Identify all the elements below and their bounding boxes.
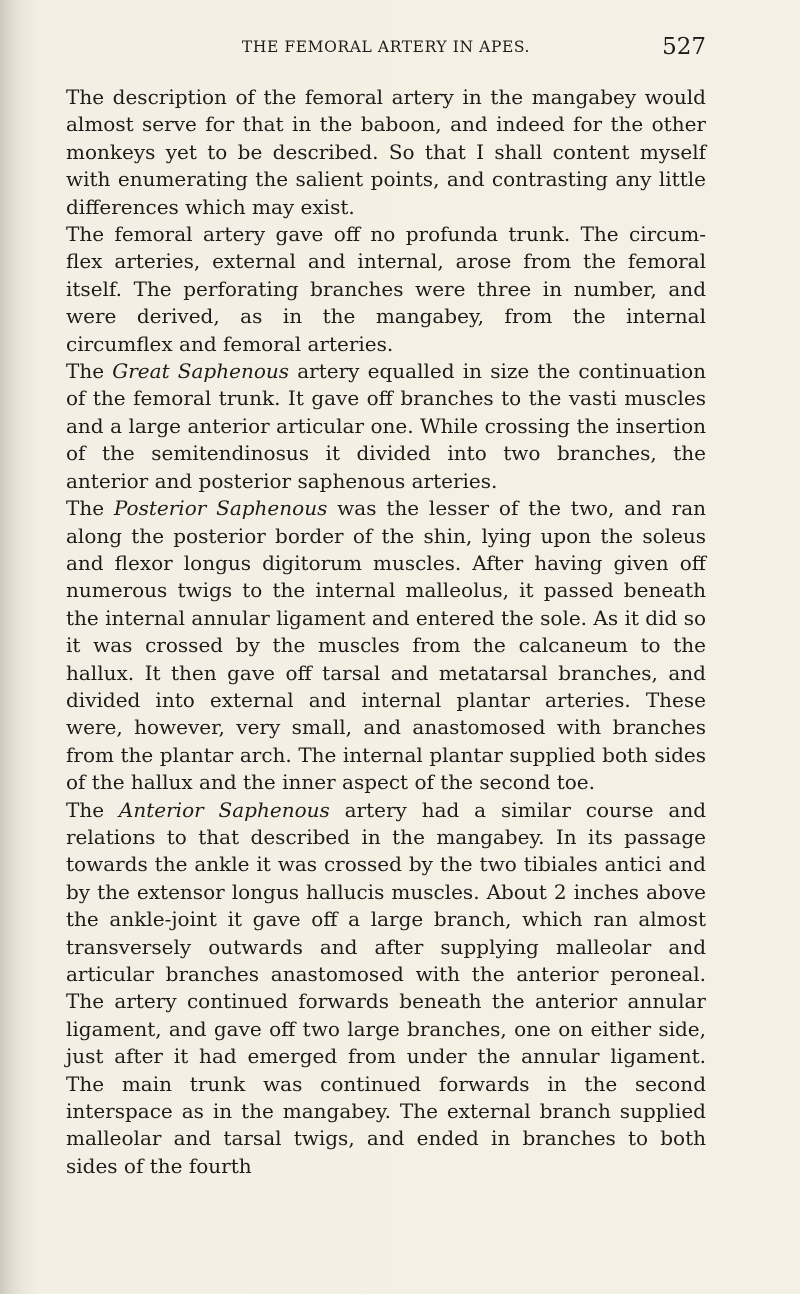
body-text (66, 84, 706, 1180)
paragraph-text: was the lesser of the two, and ran along the posterior border of the shin, lying upon the soleus and flexor longus digitorum muscles. After having given off numerous twigs to the internal malleolus, it passed beneath the internal annular ligament and entered the sole. As it did so it was crossed by the muscles from the calcaneum to the hallux. It then gave off tarsal and metatarsal branches, and divided into external and internal plantar arteries. These were, however, very small, and anastomosed with branches from the plantar arch. The internal plantar supplied both sides of the hallux and the inner aspect of the second toe. (66, 496, 706, 795)
paragraph-lead: The (66, 359, 113, 384)
paragraph-text: The description of the femoral artery in the mangabey would almost serve for that in the baboon, and indeed for the other monkeys yet to be described. So that I shall content myself with enumerating the salient points, and contrasting any little differences which may exist. (66, 85, 706, 219)
italic-term: Anterior Saphenous (118, 797, 330, 822)
paragraph-anterior-saphenous (66, 797, 706, 1181)
italic-term: Posterior Saphenous (113, 496, 328, 521)
italic-term: Great Saphenous (112, 359, 290, 384)
paragraph (66, 84, 706, 221)
paragraph-posterior-saphenous (66, 495, 706, 796)
page-header (66, 34, 706, 68)
paragraph-text: artery had a similar course and relations to that described in the mangabey. In its passage towards the ankle it was crossed by the two tibiales antici and by the extensor longus hallucis muscles. About 2 inches above the ankle-joint it gave off a large branch, which ran almost transversely outwards and after supplying malleolar and articular branches anastomosed with the anterior peroneal. The artery continued forwards beneath the anterior annular ligament, and gave off two large branches, one on either side, just after it had emerged from under the annular ligament. The main trunk was continued forwards in the second interspace as in the mangabey. The external branch supplied malleolar and tarsal twigs, and ended in branches to both sides of the fourth (66, 797, 706, 1178)
paragraph-great-saphenous (66, 358, 706, 495)
paragraph-lead: The (66, 797, 119, 822)
paragraph (66, 221, 706, 358)
paragraph-text: The femoral artery gave off no profunda trunk. The circum- flex arteries, external and internal, arose from the femoral itself. The perforating branches were three in number, and were derived, as in the mangabey, from the internal circumflex and femoral arteries. (66, 222, 706, 356)
paragraph-text: artery equalled in size the continuation of the femoral trunk. It gave off branches to the vasti muscles and a large anterior articular one. While crossing the insertion of the semitendinosus it divided into two branches, the anterior and posterior saphenous arteries. (66, 359, 706, 493)
running-head: THE FEMORAL ARTERY IN APES. (241, 38, 531, 56)
paragraph-lead: The (66, 496, 114, 521)
page-number: 527 (662, 34, 706, 60)
